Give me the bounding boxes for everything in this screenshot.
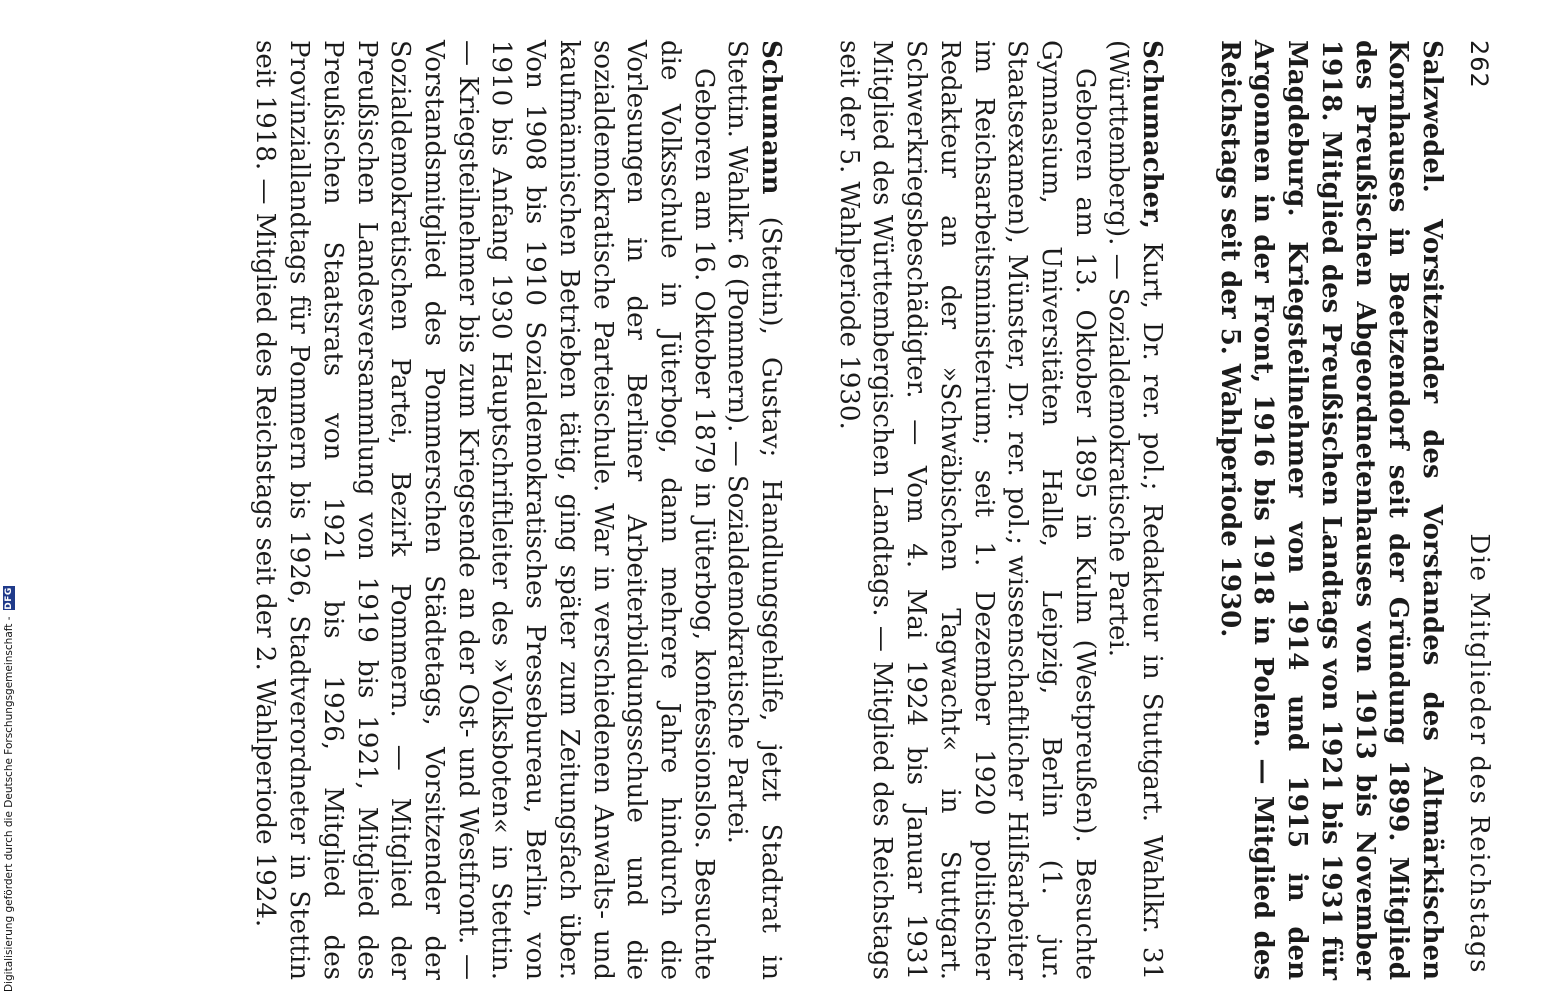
document-page [80, 40, 1500, 980]
entry-heading [1101, 40, 1168, 980]
credit-text: Digitalisierung gefördert durch die Deutsche Forschungsgemeinschaft - [3, 616, 15, 992]
entry-heading [720, 40, 787, 980]
running-head [1452, 40, 1500, 980]
entry-heading-rest: (Stettin), Gustav; Handlungsgehilfe, jetzt Stadtrat in Stettin. Wahlkr. 6 (Pommern). — Sozialdemokratische Partei. [722, 40, 787, 980]
entry-heading-rest: Kurt, Dr. rer. pol.; Redakteur in Stuttgart. Wahlkr. 31 (Württemberg). — Sozialdemokratische Partei. [1103, 40, 1168, 981]
digitization-credit [1, 586, 17, 1000]
dfg-logo: DFG [4, 587, 14, 610]
entry-schumann [248, 40, 787, 980]
entry-continuation-text: Salzwedel. Vorsitzender des Vorstandes des Altmärkischen Kornhauses in Beetzendorf seit der Gründung 1899. Mitglied des Preußischen Abgeordnetenhauses von 1913 bis November 1918. Mitglied des Preußischen Landtags von 1921 bis 1931 für Magdeburg. Kriegsteilnehmer von 1914 und 1915 in den Argonnen in der Front, 1916 bis 1918 in Polen. — Mitglied des Reichstags seit der 5. Wahlperiode 1930. [1214, 40, 1447, 980]
entry-name: Schumann [756, 40, 787, 195]
entry-schumacher [831, 40, 1168, 980]
entry-continuation [1212, 40, 1448, 980]
entry-gap [787, 40, 831, 980]
entry-name: Schumacher, [1137, 40, 1168, 229]
page-number: 262 [1465, 40, 1493, 89]
entries [248, 40, 1448, 980]
entry-biography: Geboren am 13. Oktober 1895 in Kulm (Westpreußen). Besuchte Gymnasium, Universitäten Halle, Leipzig, Berlin (1. jur. Staatsexamen), Münster, Dr. rer. pol.; wissenschaftlicher Hilfsarbeiter im Reichsarbeitsministerium; seit 1. Dezember 1920 politischer Redakteur an der »Schwäbischen Tagwacht« in Stuttgart. Schwerkriegsbeschädigter. — Vom 4. Mai 1924 bis Januar 1931 Mitglied des Württembergischen Landtags. — Mitglied des Reichstags seit der 5. Wahlperiode 1930. [833, 40, 1100, 980]
running-title: Die Mitglieder des Reichstags [1464, 533, 1494, 974]
entry-gap [1168, 40, 1212, 980]
entry-biography: Geboren am 16. Oktober 1879 in Jüterbog, konfessionslos. Besuchte die Volksschule in Jüterbog, dann mehrere Jahre hindurch die Vorlesungen in der Berliner Arbeiterbildungsschule und die sozialdemokratische Parteischule. War in verschiedenen Anwalts- und kaufmännischen Betrieben tätig, ging später zum Zeitungsfach über. Von 1908 bis 1910 Sozialdemokratisches Pressebureau, Berlin, von 1910 bis Anfang 1930 Hauptschriftleiter des »Volksboten« in Stettin. — Kriegsteilnehmer bis zum Kriegsende an der Ost- und Westfront. — Vorstandsmitglied des Pommerschen Städtetags, Vorsitzender der Sozialdemokratischen Partei, Bezirk Pommern. — Mitglied der Preußischen Landesversammlung von 1919 bis 1921, Mitglied des Preußischen Staatsrats von 1921 bis 1926, Mitglied des Provinziallandtags für Pommern bis 1926, Stadtverordneter in Stettin seit 1918. — Mitglied des Reichstags seit der 2. Wahlperiode 1924. [250, 40, 719, 980]
